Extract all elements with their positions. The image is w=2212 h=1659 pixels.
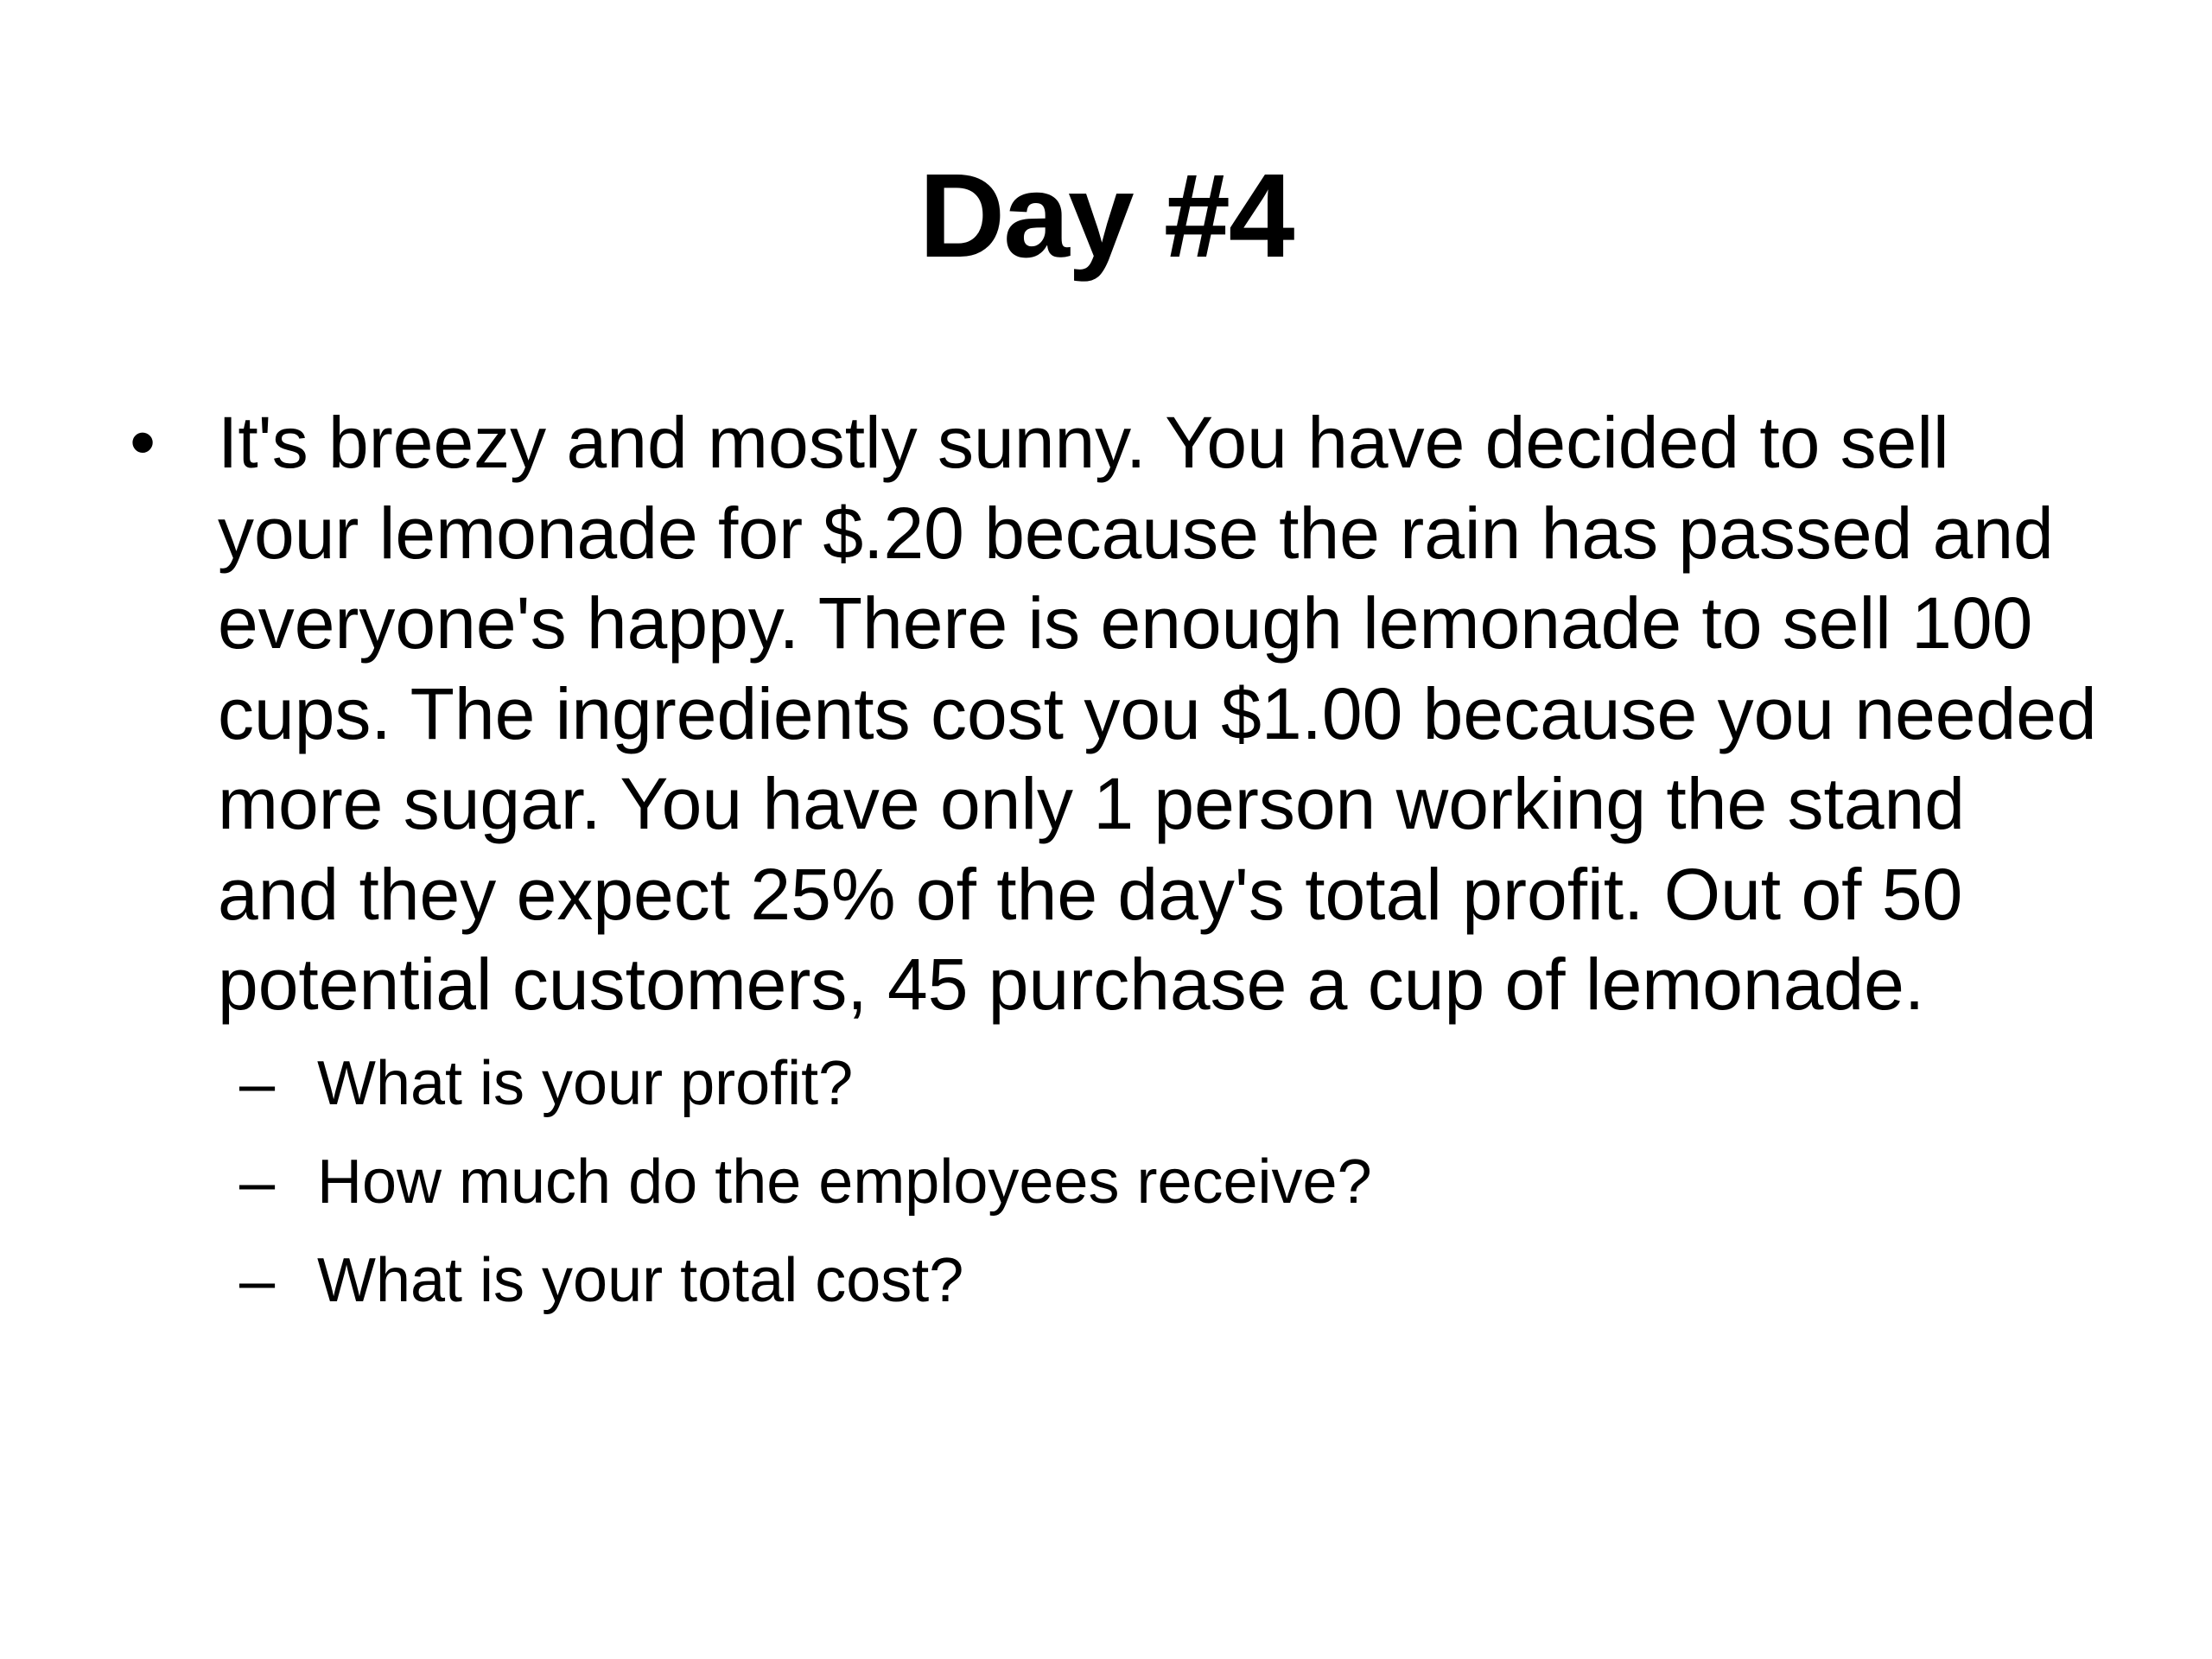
question-list xyxy=(130,1035,2117,1331)
dash-marker: – xyxy=(239,1046,276,1119)
bullet-item xyxy=(130,397,2117,1030)
question-item xyxy=(239,1035,2117,1134)
question-item xyxy=(239,1134,2117,1232)
bullet-text: It's breezy and mostly sunny. You have decided to sell your lemonade for $.20 because the rain has passed and everyone's happy. There is enough lemonade to sell 100 cups. The ingredients cost you $1.00 because you needed more sugar. You have only 1 person working the stand and they expect 25% of the day's total profit. Out of 50 potential customers, 45 purchase a cup of lemonade. xyxy=(218,402,2097,1025)
slide-body xyxy=(130,397,2117,1331)
question-text: What is your total cost? xyxy=(317,1245,964,1315)
question-item xyxy=(239,1232,2117,1331)
dash-marker: – xyxy=(239,1243,276,1316)
dash-marker: – xyxy=(239,1145,276,1217)
question-text: How much do the employees receive? xyxy=(317,1147,1372,1217)
bullet-marker: • xyxy=(130,401,156,484)
slide-title: Day #4 xyxy=(918,149,1294,283)
question-text: What is your profit? xyxy=(317,1048,854,1118)
